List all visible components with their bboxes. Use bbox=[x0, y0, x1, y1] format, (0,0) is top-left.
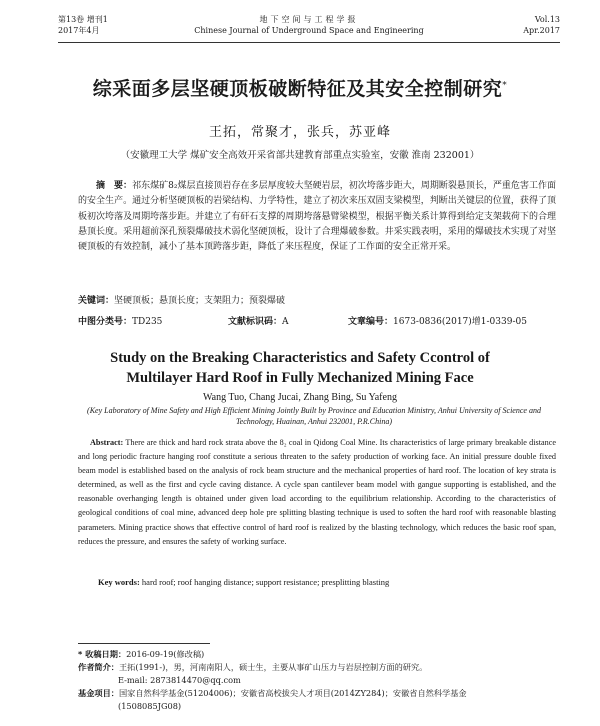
header-right bbox=[523, 14, 560, 36]
abstract-en-text: There are thick and hard rock strata above the 8₂ coal in Qidong Coal Mine. Its characteristics of large primary breakable distance and long periodic fracture hanging roof constitute a serious threaten to the safety production of working face. An initial pressure double fixed beam model is established based on the analysis of rock beam structure and the mechanical properties of hard roof. The location of key strata is determined, as well as the first and cycle caving distance. A cycle span cantilever beam model with gangue supporting is established, and the reasonable overhanging length is obtained under given load according to the equilibrium relationship. According to the characteristics of geological conditions of coal mine, advanced deep hole pre splitting blasting technique is used to soften the hard roof with reasonable blasting parameters. Mining practice shows that effective control of hard roof is realized by the blasting technology, which reduces the basic roof span, reduces the pressure, and ensures the safety of working surface. bbox=[78, 438, 556, 546]
header-vol-en: Vol.13 bbox=[534, 15, 560, 24]
running-header bbox=[58, 14, 560, 42]
abstract-en-label: Abstract: bbox=[90, 438, 124, 447]
doc-code bbox=[228, 314, 289, 327]
doc-code-label: 文献标识码： bbox=[228, 317, 283, 327]
affiliation-en: (Key Laboratory of Mine Safety and High Efficient Mining Jointly Built by Province and Education Ministry, Anhui University of Science and Technology, Huainan, Anhui 232001, P.R.China) bbox=[87, 406, 541, 426]
title-en bbox=[20, 348, 580, 388]
header-journal-cn: 地下空间与工程学报 bbox=[259, 15, 359, 24]
footnote-author bbox=[78, 662, 556, 672]
fund-text: 国家自然科学基金(51204006)；安徽省高校拔尖人才项目(2014ZY284)；安徽省自然科学基金 bbox=[118, 688, 467, 698]
header-date-en: Apr.2017 bbox=[523, 26, 560, 35]
title-en-line-2: Multilayer Hard Roof in Fully Mechanized Mining Face bbox=[126, 370, 474, 386]
received-text: 2016-09-19(修改稿) bbox=[126, 649, 205, 659]
abstract-cn-label: 摘 要： bbox=[96, 181, 133, 191]
title-en-line-1: Study on the Breaking Characteristics and Safety Ccontrol of bbox=[110, 350, 490, 366]
affiliation-cn: （安徽理工大学 煤矿安全高效开采省部共建教育部重点实验室，安徽 淮南 232001） bbox=[120, 150, 480, 161]
doc-code-value: A bbox=[282, 317, 289, 327]
abstract-cn-text: 祁东煤矿8₂煤层直接顶岩存在多层厚度较大坚硬岩层，初次垮落步距大，周期断裂悬顶长，严重危害工作面的安全生产。通过分析坚硬顶板的岩梁结构、力学特性，建立了初次来压双固支梁模型，判断出关键层的位置，获得了顶板初次垮落及周期垮落步距。并建立了有矸石支撑的周期垮落悬臂梁模型，根据平衡关系计算得到给定支架载荷下的合理悬顶长度。采用超前深孔预裂爆破技术弱化坚硬顶板，设计了合理爆破参数。井采实践表明，采用的爆破技术实现了对坚硬顶板的有效控制，减小了基本顶跨落步距，降低了来压程度，保证了工作面的安全正常开采。 bbox=[78, 181, 556, 253]
footnote-received bbox=[78, 649, 556, 659]
title-cn bbox=[40, 74, 560, 101]
authors-cn: 王拓，常聚才，张兵，苏亚峰 bbox=[208, 125, 391, 140]
title-footnote-mark: * bbox=[502, 80, 508, 91]
keywords-en-text: hard roof; roof hanging distance; support resistance; presplitting blasting bbox=[141, 577, 390, 587]
keywords-cn-label: 关键词： bbox=[78, 296, 115, 306]
header-divider bbox=[58, 42, 560, 43]
authors-en: Wang Tuo, Chang Jucai, Zhang Bing, Su Yafeng bbox=[203, 392, 397, 403]
fund-label: 基金项目： bbox=[78, 688, 119, 698]
header-journal-en: Chinese Journal of Underground Space and Engineering bbox=[194, 26, 424, 35]
keywords-cn-text: 坚硬顶板；悬顶长度；支架阻力；预裂爆破 bbox=[114, 296, 286, 306]
keywords-en-label: Key words: bbox=[98, 577, 140, 587]
keywords-cn bbox=[78, 293, 556, 306]
article-number-label: 文章编号： bbox=[348, 317, 394, 327]
footnote-fund-continued: (1508085JG08) bbox=[118, 701, 182, 711]
header-left bbox=[58, 14, 108, 36]
article-number-value: 1673-0836(2017)增1-0339-05 bbox=[393, 317, 527, 327]
author-bio-label: 作者简介： bbox=[78, 662, 119, 672]
abstract-en bbox=[78, 436, 556, 549]
title-cn-text: 综采面多层坚硬顶板破断特征及其安全控制研究 bbox=[92, 78, 503, 100]
footnote-divider bbox=[78, 643, 210, 644]
header-date-cn: 2017年4月 bbox=[58, 26, 100, 35]
footnote-fund bbox=[78, 688, 556, 698]
classification-line bbox=[78, 314, 556, 326]
clc-label: 中图分类号： bbox=[78, 317, 133, 327]
header-center bbox=[188, 14, 430, 36]
clc-number bbox=[78, 314, 162, 327]
article-number bbox=[348, 314, 527, 327]
clc-value: TD235 bbox=[132, 317, 163, 327]
header-vol-issue-cn: 第13卷 增刊1 bbox=[58, 15, 108, 24]
author-bio-text: 王拓(1991-)，男，河南南阳人，硕士生，主要从事矿山压力与岩层控制方面的研究。 bbox=[118, 662, 428, 672]
keywords-en bbox=[98, 577, 556, 587]
footnote-email: E-mail: 2873814470@qq.com bbox=[118, 675, 241, 685]
abstract-cn bbox=[78, 179, 556, 255]
received-label: * 收稿日期： bbox=[78, 649, 127, 659]
